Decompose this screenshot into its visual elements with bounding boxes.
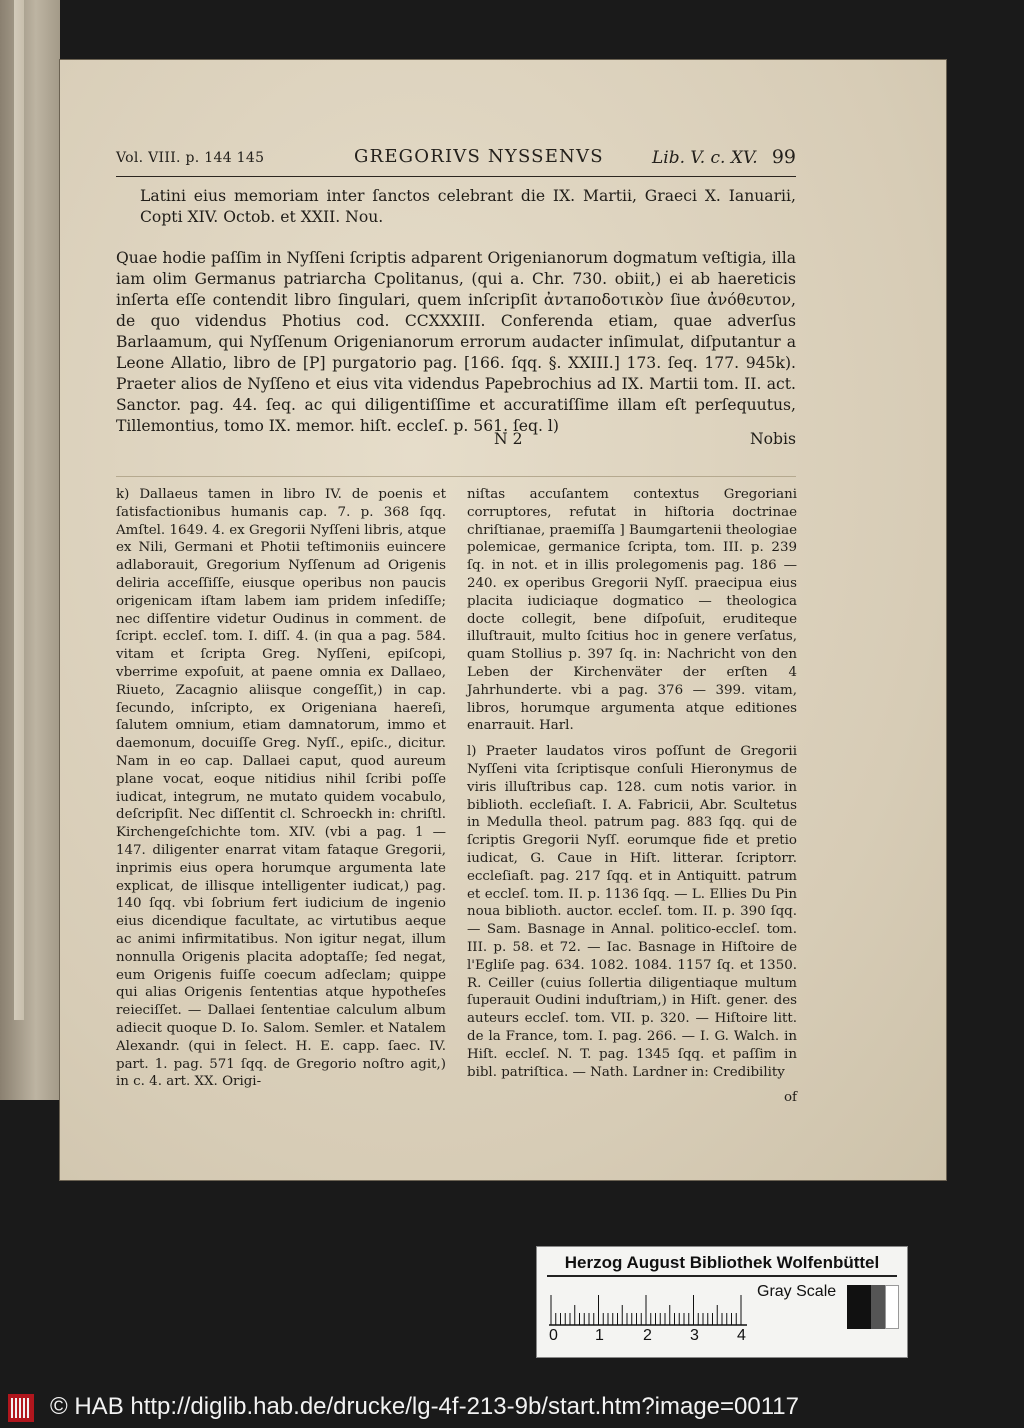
footnote-column-right: [467, 486, 797, 1107]
footnote-divider: [116, 476, 796, 477]
white-swatch: [885, 1285, 899, 1329]
viewer-footer: [0, 1388, 1024, 1428]
measurement-ruler: [549, 1285, 747, 1329]
gray-scale-label: Gray Scale: [757, 1283, 837, 1300]
hab-logo-icon: [8, 1392, 34, 1424]
ruler-number: 1: [595, 1327, 604, 1344]
copyright-url: © HAB http://diglib.hab.de/drucke/lg-4f-213-9b/start.htm?image=00117: [50, 1393, 800, 1420]
footnote-k: k) Dallaeus tamen in libro IV. de poenis et ſatisfactionibus humanis cap. 7. p. 368 ſqq. Amſtel. 1649. 4. ex Gregorii Nyſſeni libris, atque ex Nili, Germani et Photii teſtimoniis euincere adlaborauit, Gregorium Nyſſenum ad Origenis deliria acceſſiſſe, eiusque operibus non paucis origenicam iſtam labem iam pridem inſediſſe; nec diſſentire videtur Oudinus in comment. de ſcript. eccleſ. tom. I. diſſ. 4. (in qua a pag. 584. vitam et ſcripta Greg. Nyſſeni, epiſcopi, vberrime expoſuit, at paene omnia ex Dallaeo, Riueto, Zacagnio aliisque congeſſit,) in cap. ſecundo, inſcripto, ex Origeniana haereſi, ſalutem omnium, etiam damnatorum, immo et daemonum, docuiſſe Greg. Nyſſ., epiſc., dicitur. Nam in eo cap. Dallaei caput, quod aureum plane vocat, eoque nitidius nihil ſcribi poſſe iudicat, integrum, ne mutato quidem vocabulo, deſcripſit. Nec diſſentit cl. Schroeckh in: chriſtl. Kirchengeſchichte tom. XIV. (vbi a pag. 1 — 147. diligenter enarrat vitam fataque Gregorii, inprimis eius opera horumque argumenta late explicat, de illisque intelligenter iudicat,) pag. 140 ſqq. vbi ſobrium fert iudicium de ingenio eius dicendique facultate, ac virtutibus aeque ac animi infirmitatibus. Non igitur negat, illum nonnulla Origenis placita adoptaſſe; ſed negat, eum Origenis fuiſſe coecum adſeclam; quippe qui alias Origenis ſententias atque hypotheſes reieciſſet. — Dallaei ſententiae calculum album adiecit quoque D. Io. Salom. Semler. et Natalem Alexandr. (qui in ſelect. H. E. capp. ſaec. IV. part. 1. pag. 571 ſqq. de Gregorio noſtro agit,) in c. 4. art. XX. Origi-: [116, 487, 446, 1090]
gray-swatch: [871, 1285, 885, 1329]
ruler-number: 2: [643, 1327, 652, 1344]
footnote-l: l) Praeter laudatos viros poſſunt de Gregorii Nyſſeni vita ſcriptisque conſuli Hieronymus de viris illuſtribus cap. 128. cum notis varior. in biblioth. eccleſiaſt. I. A. Fabricii, Abr. Scultetus in Medulla theol. patrum pag. 883 ſqq. qui de ſcriptis Gregorii Nyſſ. eorumque fide et pretio iudicat, G. Caue in Hiſt. litterar. ſcriptorr. eccleſiaſt. pag. 217 ſqq. et in Antiquitt. patrum et eccleſ. tom. II. p. 1136 ſqq. — L. Ellies Du Pin noua biblioth. auctor. eccleſ. tom. II. p. 390 ſqq. — Sam. Basnage in Annal. politico-eccleſ. tom. III. p. 58. et 72. — Iac. Basnage in Hiſtoire de l'Egliſe pag. 634. 1082. 1084. 1157 ſq. et 1350. R. Ceiller (cuius ſollertia diligentiaque multum ſuperauit Oudini induſtriam,) in Hiſt. gener. des auteurs eccleſ. tom. VII. p. 320. — Hiſtoire litt. de la France, tom. I. pag. 266. — I. G. Walch. in Hiſt. eccleſ. N. T. pag. 1345 ſqq. et paſſim in bibl. patriſtica. — Nath. Lardner in: Credibility: [467, 744, 797, 1080]
signature-line: [116, 430, 796, 451]
card-rule: [547, 1275, 897, 1277]
ruler-number: 3: [690, 1327, 699, 1344]
library-color-card: [536, 1246, 908, 1358]
black-swatch: [847, 1285, 871, 1329]
ruler-number: 4: [737, 1327, 746, 1344]
catchword: Nobis: [749, 430, 796, 448]
footnote-catchword: of: [783, 1090, 797, 1106]
feast-days-line: Latini eius memoriam inter ſanctos celebrant die IX. Martii, Graeci X. Ianuarii, Copti XIV. Octob. et XXII. Nou.: [140, 187, 796, 226]
page-edge-highlight: [14, 0, 24, 1020]
footnote-k-continued: niſtas accuſantem contextus Gregoriani corruptores, refutat in hiſtoria doctrinae chriſtianae, praemiſſa ] Baumgartenii theologiae polemicae, germanice ſcripta, tom. III. p. 239 ſq. in not. et in illis prolegomenis pag. 186 — 240. ex operibus Gregorii Nyſſ. praecipua eius placita iudiciaque dogmatico — theologica docte collegit, bene diſpoſuit, eruditeque illuſtrauit, multo ſcitius hoc in genere verſatus, quam Stollius p. 397 ſq. in: Nachricht von den Leben der Kirchenväter der erſten 4 Jahrhunderte. vbi a pag. 376 — 399. vitam, libros, horumque argumenta atque editiones enarrauit. Harl.: [467, 487, 797, 734]
book-chapter-reference: Lib. V. c. XV.: [652, 148, 758, 168]
page-number: 99: [771, 146, 796, 168]
author-heading: GREGORIVS NYSSENVS: [354, 146, 604, 167]
ruler-number: 0: [549, 1327, 558, 1344]
main-paragraph: Quae hodie paſſim in Nyſſeni ſcriptis adparent Origenianorum dogmatum veſtigia, illa iam olim Germanus patriarcha Cpolitanus, (qui a. Chr. 730. obiit,) ei ab haereticis inſerta eſſe contendit libro ſingulari, quem inſcripſit ἀντaποδοτικὸν ſiue ἀνόθευτον, de quo videndus Photius cod. CCXXXIII. Conferenda etiam, quae adverſus Barlaamum, qui Nyſſenum Origenianorum errorum audacter inſimulat, diſputantur a Leone Allatio, libro de [P] purgatorio pag. [166. ſqq. §. XXIII.] 173. ſeq. 177. 945k). Praeter alios de Nyſſeno et eius vita videndus Papebrochius ad IX. Martii tom. II. act. Sanctor. pag. 44. ſeq. ac qui diligentiſſime et accuratiſſime illam eſt perſequutus, Tillemontius, tomo IX. memor. hiſt. eccleſ. p. 561. ſeq. l): [116, 249, 796, 435]
library-name: Herzog August Bibliothek Wolfenbüttel: [564, 1253, 880, 1272]
volume-reference: Vol. VIII. p. 144 145: [116, 150, 265, 166]
previous-page-edge: [0, 0, 60, 1100]
signature-mark: N 2: [494, 430, 523, 448]
footnote-column-left: [116, 486, 446, 1099]
running-head: [116, 146, 796, 177]
